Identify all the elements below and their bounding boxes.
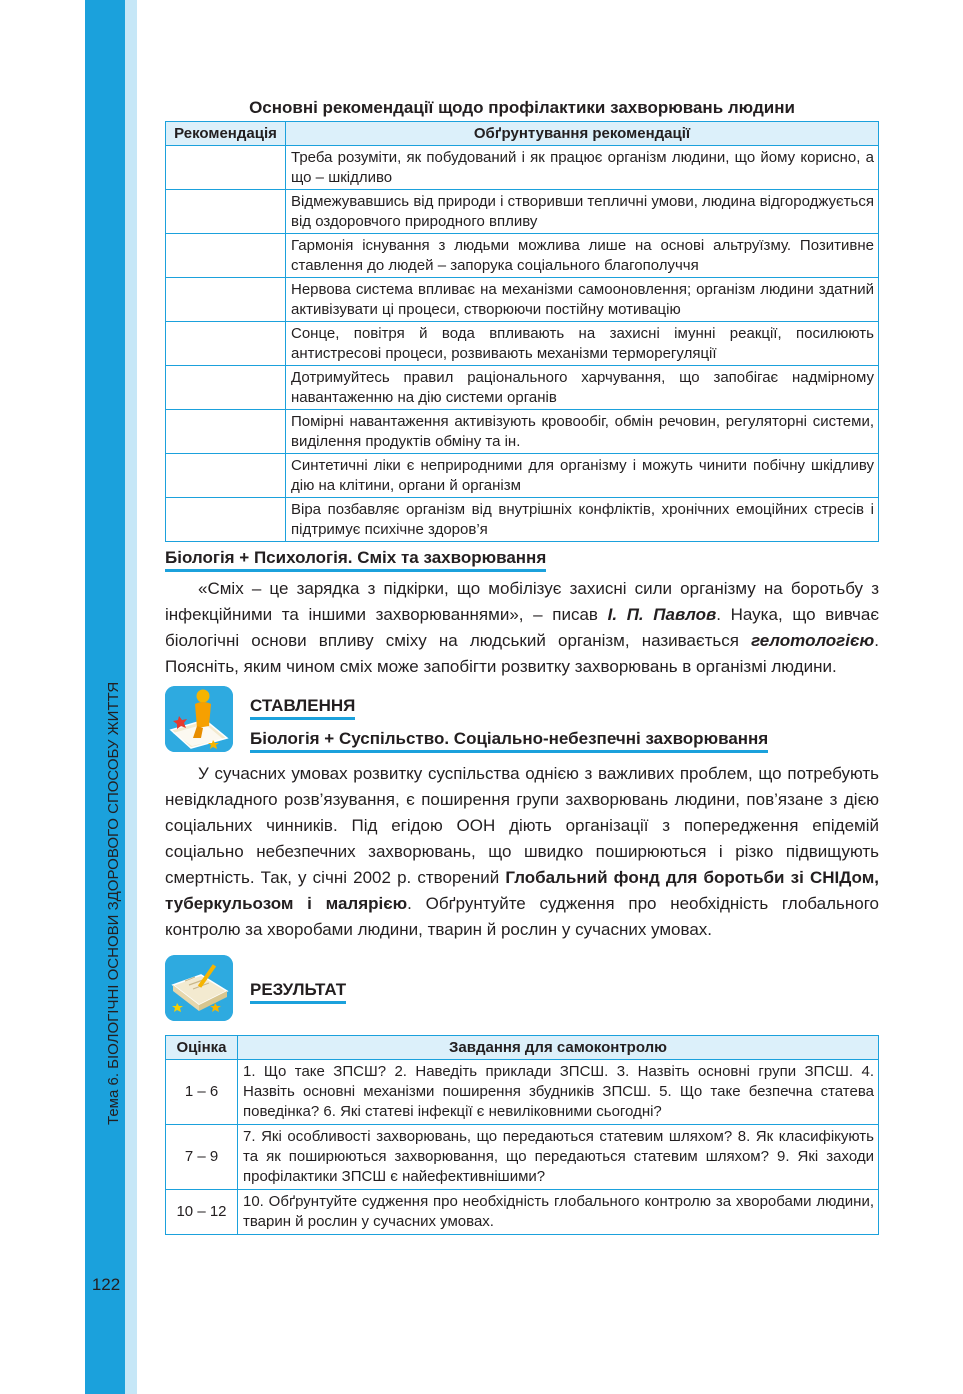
tasks-cell: 1. Що таке ЗПСШ? 2. Наведіть приклади ЗПСШ. 3. Назвіть основні групи ЗПСШ. 4. Назвіть основні механізми поширення збудників ЗПСШ. 5. Що таке безпечна статева поведінка? 6. Які статеві інфекції є невиліковними сьогодні? xyxy=(238,1060,879,1125)
result-header-block xyxy=(165,955,879,1025)
header-tasks: Завдання для самоконтролю xyxy=(238,1036,879,1060)
sidebar-stripe xyxy=(125,0,137,1394)
society-heading: Біологія + Суспільство. Соціально-небезпечні захворювання xyxy=(250,728,768,753)
tasks-cell: 10. Обґрунтуйте судження про необхідність глобального контролю за хворобами людини, тварин й рослин у сучасних умовах. xyxy=(238,1190,879,1235)
recommendation-cell[interactable] xyxy=(166,498,286,542)
society-paragraph: У сучасних умовах розвитку суспільства однією з важливих проблем, що потребують невідкладного розв’язування, є поширення групи захворювань людини, пов’язане з дією соціальних чинників. Під егідою ООН діють організації з попередження епідемій соціально небезпечних захворювань, що швидко поширюються і різко підвищують смертність. Так, у січні 2002 р. створений Глобальний фонд для боротьби зі СНІДом, туберкульозом і малярією. Обґрунтуйте судження про необхідність глобального контролю за хворобами людини, тварин й рослин у сучасних умовах. xyxy=(165,764,879,939)
attitude-heading: СТАВЛЕННЯ xyxy=(250,695,355,720)
table-row xyxy=(166,410,879,454)
table-header-row xyxy=(166,122,879,146)
recommendation-cell[interactable] xyxy=(166,366,286,410)
author-name: І. П. Павлов xyxy=(607,605,717,624)
justification-cell: Дотримуйтесь правил раціонального харчування, що запобігає надмірному навантаженню на дію системи органів xyxy=(286,366,879,410)
page-content xyxy=(165,98,879,1235)
laughter-heading: Біологія + Психологія. Сміх та захворювання xyxy=(165,547,546,572)
table-header-row xyxy=(166,1036,879,1060)
header-grade: Оцінка xyxy=(166,1036,238,1060)
recommendation-cell[interactable] xyxy=(166,234,286,278)
justification-cell: Треба розуміти, як побудований і як працює організм людини, що йому корисно, а що – шкідливо xyxy=(286,146,879,190)
recommendation-cell[interactable] xyxy=(166,278,286,322)
table-title: Основні рекомендації щодо профілактики захворювань людини xyxy=(249,98,795,117)
table-row xyxy=(166,1060,879,1125)
table-row xyxy=(166,322,879,366)
header-recommendation: Рекомендація xyxy=(166,122,286,146)
grade-cell: 7 – 9 xyxy=(166,1125,238,1190)
justification-cell: Помірні навантаження активізують кровообіг, обмін речовин, регуляторні системи, виділення продуктів обміну та ін. xyxy=(286,410,879,454)
page-margin xyxy=(0,0,85,1394)
table-row xyxy=(166,366,879,410)
result-heading: РЕЗУЛЬТАТ xyxy=(250,979,346,1004)
table-row xyxy=(166,454,879,498)
self-check-table xyxy=(165,1035,879,1235)
laughter-paragraph: «Сміх – це зарядка з підкірки, що мобілізує захисні сили організму на боротьбу з інфекційними та іншими захворюваннями», – писав І. П. Павлов. Наука, що вивчає біологічні основи впливу сміху на людський організм, називається гелотологією. Поясніть, яким чином сміх може запобігти розвитку захворювань в організмі людини. xyxy=(165,579,880,676)
attitude-icon xyxy=(165,686,233,752)
table-row xyxy=(166,278,879,322)
table-row xyxy=(166,1190,879,1235)
tasks-cell: 7. Які особливості захворювань, що передаються статевим шляхом? 8. Як класифікують та як поширюються захворювання, що передаються статевим шляхом? 9. Які заходи профілактики ЗПСШ є найефективнішими? xyxy=(238,1125,879,1190)
table-row xyxy=(166,498,879,542)
justification-cell: Нервова система впливає на механізми самооновлення; організм людини здатний активізувати ці процеси, створюючи постійну мотивацію xyxy=(286,278,879,322)
recommendation-cell[interactable] xyxy=(166,190,286,234)
justification-cell: Гармонія існування з людьми можлива лише на основі альтруїзму. Позитивне ставлення до людей – запорука соціального благополуччя xyxy=(286,234,879,278)
recommendation-cell[interactable] xyxy=(166,454,286,498)
attitude-header-block xyxy=(165,683,879,759)
recommendation-cell[interactable] xyxy=(166,146,286,190)
result-icon xyxy=(165,955,233,1021)
global-fund-name: Глобальний фонд для боротьби зі СНІДом, туберкульозом і малярією xyxy=(165,868,879,913)
table-row xyxy=(166,1125,879,1190)
chapter-title: Тема 6. БІОЛОГІЧНІ ОСНОВИ ЗДОРОВОГО СПОСОБУ ЖИТТЯ xyxy=(105,681,122,1125)
table-row xyxy=(166,146,879,190)
page-number: 122 xyxy=(91,1275,121,1294)
justification-cell: Віра позбавляє організм від внутрішніх конфліктів, хронічних емоційних стресів і підтримує психічне здоров’я xyxy=(286,498,879,542)
justification-cell: Відмежувавшись від природи і створивши тепличні умови, людина відгороджується від оздоровчого природного впливу xyxy=(286,190,879,234)
grade-cell: 10 – 12 xyxy=(166,1190,238,1235)
table-row xyxy=(166,234,879,278)
header-justification: Обґрунтування рекомендації xyxy=(286,122,879,146)
table-row xyxy=(166,190,879,234)
recommendations-table xyxy=(165,121,879,542)
justification-cell: Сонце, повітря й вода впливають на захисні імунні реакції, посилюють антистресові процеси, розвивають механізми терморегуляції xyxy=(286,322,879,366)
recommendation-cell[interactable] xyxy=(166,322,286,366)
justification-cell: Синтетичні ліки є неприродними для організму і можуть чинити побічну шкідливу дію на клітини, органи й організм xyxy=(286,454,879,498)
term-gelotology: гелотологією xyxy=(751,631,875,650)
grade-cell: 1 – 6 xyxy=(166,1060,238,1125)
recommendation-cell[interactable] xyxy=(166,410,286,454)
